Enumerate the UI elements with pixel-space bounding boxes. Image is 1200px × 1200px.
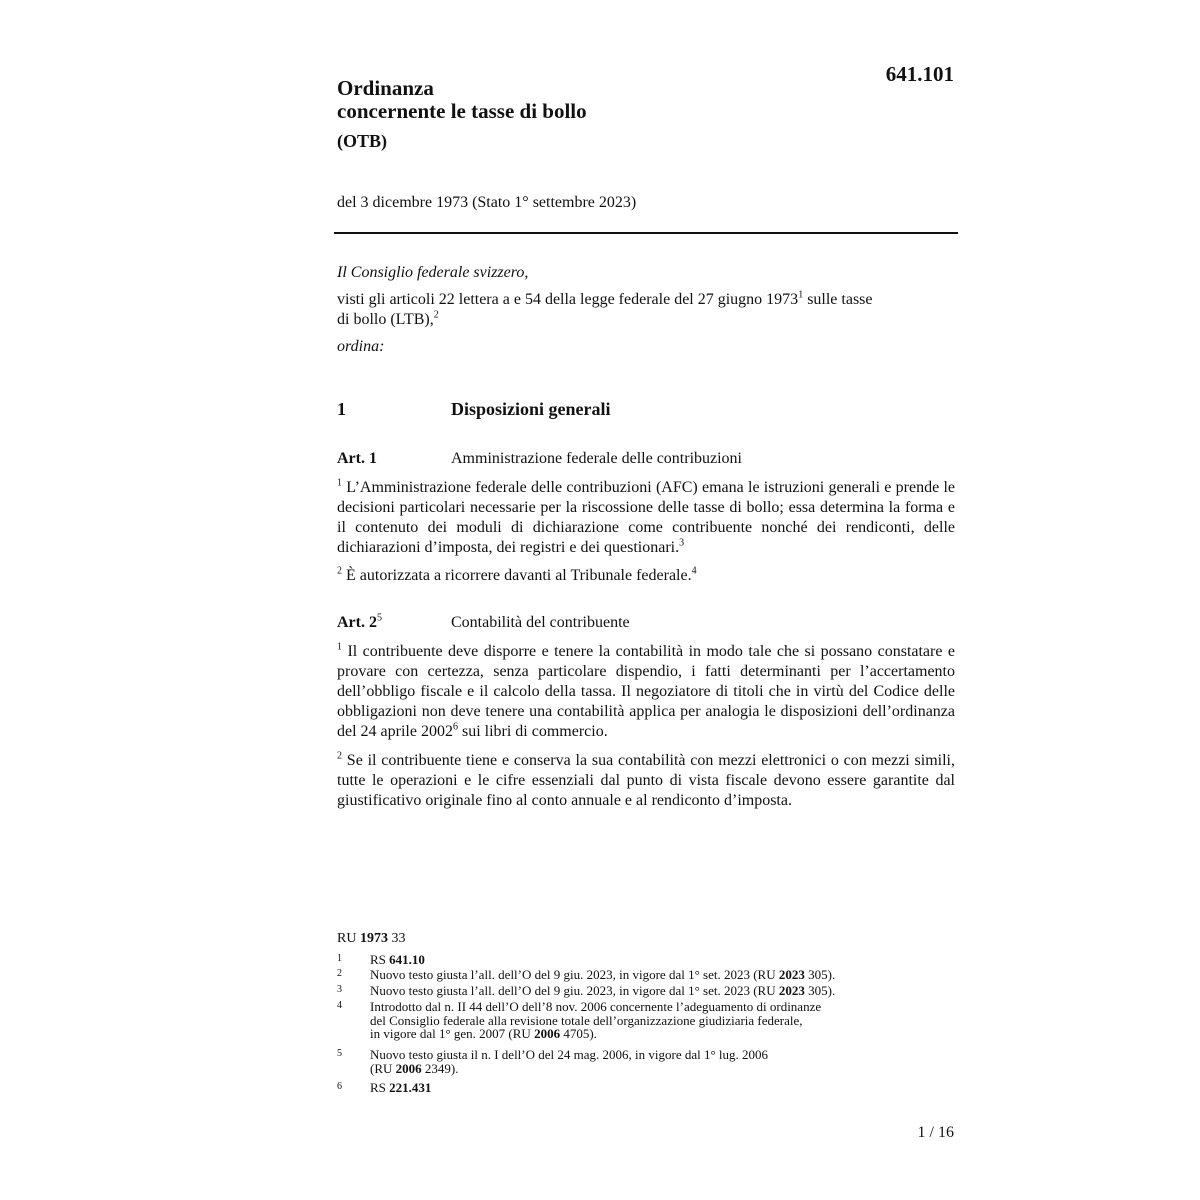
art1-para2-text: È autorizzata a ricorrere davanti al Tribunale federale. — [342, 567, 692, 584]
ordinance-date: del 3 dicembre 1973 (Stato 1° settembre 2023) — [337, 194, 637, 211]
art2-para2 — [337, 751, 955, 811]
page-number: 1 / 16 — [917, 1124, 954, 1141]
footnote-4 — [337, 1000, 957, 1041]
footnote-bold: 221.431 — [389, 1080, 432, 1095]
footnote-text: Nuovo testo giusta l’all. dell’O del 9 giu. 2023, in vigore dal 1° set. 2023 (RU — [370, 967, 779, 982]
header-rule — [334, 232, 958, 234]
ru-reference — [337, 931, 405, 947]
title-abbrev: (OTB) — [337, 131, 388, 151]
art2-para2-text: Se il contribuente tiene e conserva la sua contabilità con mezzi elettronici o con mezzi simili, tutte le operazioni e le cifre essenziali dal punto di vista fiscale devono essere garantite dal giustificativo originale fino al conto annuale e al rendiconto d’imposta. — [337, 752, 955, 809]
footnote-number: 5 — [337, 1048, 342, 1059]
preamble-authority: Il Consiglio federale svizzero, — [337, 264, 529, 281]
visti-text-b: sulle tasse — [803, 291, 873, 308]
art1-para1-text: L’Amministrazione federale delle contribuzioni (AFC) emana le istruzioni generali e prende le decisioni particolari necessarie per la riscossione delle tasse di bollo; essa determina la forma e il contenuto dei moduli di dichiarazione come contribuente nonché dei rendiconti, delle dichiarazioni d’imposta, dei registri e dei questionari. — [337, 479, 955, 556]
footnote-number: 3 — [337, 984, 342, 995]
sr-number: 641.101 — [885, 62, 954, 86]
art2-para1-text-a: Il contribuente deve disporre e tenere la contabilità in modo tale che si possano constatare e provare con certezza, senza particolare dispendio, i fatti determinanti per l’accertamento dell’obbligo fiscale e il calcolo della tassa. Il negoziatore di titoli che in virtù del Codice delle obbligazioni non deve tenere una contabilità applica per analogia le disposizioni dell’ordinanza del 24 aprile 2002 — [337, 643, 955, 740]
art2-title: Contabilità del contribuente — [451, 614, 630, 631]
ru-page: 33 — [387, 931, 406, 946]
footnote-1 — [337, 953, 957, 967]
footnote-ref-5[interactable]: 5 — [376, 612, 382, 624]
preamble-visti — [337, 290, 957, 330]
footnote-ref-2[interactable]: 2 — [433, 309, 439, 321]
section-number: 1 — [337, 399, 346, 419]
art2-para1 — [337, 642, 955, 742]
footnote-ref-1[interactable]: 1 — [798, 289, 804, 301]
footnote-text: 305). — [804, 967, 836, 982]
visti-text-a: visti gli articoli 22 lettera a e 54 della legge federale del 27 giugno 1973 — [337, 291, 799, 308]
section-title: Disposizioni generali — [451, 399, 611, 419]
footnote-text: 4705). — [560, 1026, 597, 1041]
para-mark: 1 — [337, 477, 342, 489]
footnote-6 — [337, 1081, 957, 1095]
footnote-ref-3[interactable]: 3 — [679, 537, 685, 549]
footnote-ref-4[interactable]: 4 — [691, 565, 697, 577]
footnote-line: Nuovo testo giusta il n. I dell’O del 24 mag. 2006, in vigore dal 1° lug. 2006 — [370, 1047, 769, 1062]
visti-text-c: di bollo (LTB), — [337, 311, 434, 328]
para-mark: 2 — [337, 750, 342, 762]
footnote-line: del Consiglio federale alla revisione totale dell’organizzazione giudiziaria federale, — [370, 1012, 803, 1028]
footnote-number: 4 — [337, 1000, 342, 1011]
ru-prefix: RU — [337, 931, 360, 946]
art2-label-text: Art. 2 — [337, 614, 377, 631]
footnote-number: 2 — [337, 968, 342, 979]
footnote-text: RS — [370, 952, 390, 967]
footnote-bold: 2023 — [778, 967, 805, 982]
footnote-3 — [337, 984, 957, 998]
footnote-bold: 641.10 — [389, 952, 425, 967]
para-mark: 2 — [337, 565, 342, 577]
footnote-bold: 2006 — [395, 1060, 422, 1076]
footnote-text: (RU — [370, 1060, 396, 1076]
footnote-line: Introdotto dal n. II 44 dell’O dell’8 nov. 2006 concernente l’adeguamento di ordinanze — [370, 999, 822, 1014]
footnote-text: 305). — [804, 983, 836, 998]
footnote-bold: 2006 — [534, 1026, 561, 1041]
footnote-ref-6[interactable]: 6 — [452, 721, 458, 733]
footnote-2 — [337, 968, 957, 982]
art1-para1 — [337, 478, 955, 558]
footnote-bold: 2023 — [778, 983, 805, 998]
footnote-5 — [337, 1048, 957, 1075]
art1-para2 — [337, 566, 697, 586]
art1-title: Amministrazione federale delle contribuzioni — [451, 450, 742, 467]
title-line-1: Ordinanza — [337, 76, 434, 100]
footnote-text: Nuovo testo giusta l’all. dell’O del 9 giu. 2023, in vigore dal 1° set. 2023 (RU — [370, 983, 779, 998]
art1-label: Art. 1 — [337, 450, 377, 467]
art2-para1-text-b: sui libri di commercio. — [457, 723, 608, 740]
footnote-text: in vigore dal 1° gen. 2007 (RU — [370, 1026, 535, 1041]
footnote-number: 1 — [337, 953, 342, 964]
art2-label — [337, 614, 382, 632]
ru-year: 1973 — [359, 931, 388, 946]
footnote-text: RS — [370, 1080, 390, 1095]
preamble-ordina: ordina: — [337, 338, 385, 355]
title-line-2: concernente le tasse di bollo — [337, 99, 587, 123]
footnote-text: 2349). — [421, 1060, 459, 1076]
footnote-number: 6 — [337, 1081, 342, 1092]
para-mark: 1 — [337, 641, 342, 653]
